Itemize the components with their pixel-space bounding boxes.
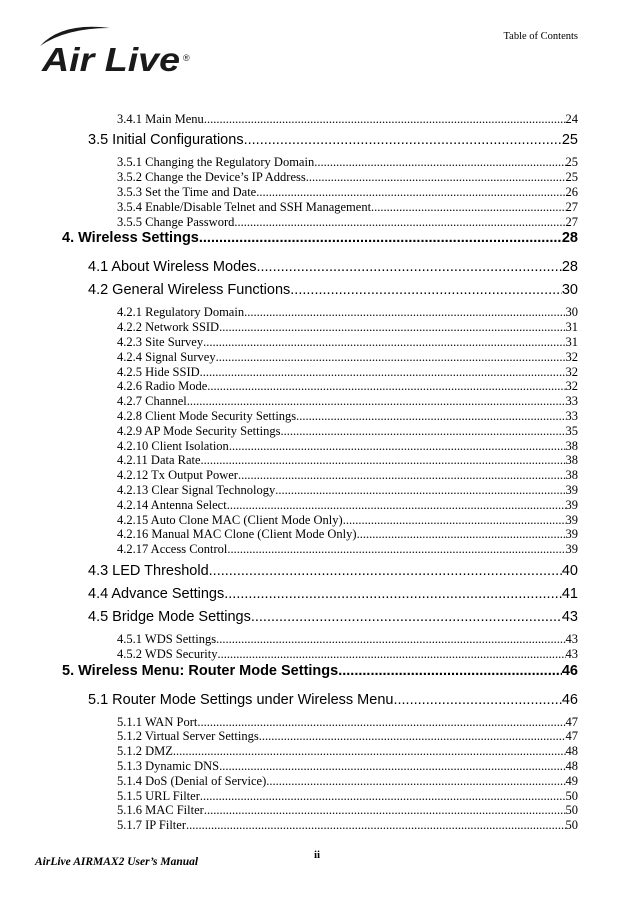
- toc-entry-label: 4.2.16 Manual MAC Clone (Client Mode Only): [117, 527, 357, 542]
- toc-entry-page-number: 31: [565, 320, 578, 335]
- toc-entry-page-number: 41: [561, 585, 578, 602]
- dot-leader: [201, 453, 566, 468]
- toc-entry-label: 4.2.8 Client Mode Security Settings: [117, 408, 297, 423]
- toc-entry-label: 4.2.13 Clear Signal Technology: [117, 482, 276, 497]
- dot-leader: [343, 513, 566, 528]
- dot-leader: [227, 542, 565, 557]
- dot-leader: [200, 365, 566, 380]
- toc-entry-page-number: 50: [565, 803, 578, 818]
- dot-leader: [256, 259, 561, 275]
- toc-entry-page-number: 48: [565, 744, 578, 759]
- toc-entry-page-number: 27: [565, 199, 578, 214]
- toc-entry-page-number: 33: [565, 408, 578, 423]
- toc-entry-label: 3.5.3 Set the Time and Date: [117, 184, 257, 199]
- dot-leader: [266, 774, 565, 789]
- toc-entry-page-number: 33: [565, 394, 578, 409]
- airlive-logo: [38, 22, 196, 78]
- toc-section-entry[interactable]: [0, 563, 578, 579]
- dot-leader: [224, 586, 562, 602]
- dot-leader: [256, 185, 565, 200]
- toc-entry-page-number: 43: [565, 646, 578, 661]
- toc-entry-label: 4.2.1 Regulatory Domain: [117, 305, 245, 320]
- toc-entry-label: 5.1.3 Dynamic DNS: [117, 758, 220, 773]
- dot-leader: [197, 715, 565, 730]
- toc-subsection-entry[interactable]: [0, 424, 578, 439]
- toc-entry-label: 4.2.2 Network SSID: [117, 320, 220, 335]
- toc-entry-label: 4. Wireless Settings: [62, 230, 199, 247]
- toc-entry-page-number: 47: [565, 729, 578, 744]
- toc-entry-page-number: 32: [565, 364, 578, 379]
- toc-entry-label: 4.2.7 Channel: [117, 394, 187, 409]
- toc-subsection-entry[interactable]: [0, 774, 578, 789]
- toc-entry-page-number: 39: [565, 482, 578, 497]
- toc-entry-label: 3.4.1 Main Menu: [117, 111, 204, 126]
- dot-leader: [204, 112, 566, 127]
- toc-entry-label: 3.5.1 Changing the Regulatory Domain: [117, 155, 315, 170]
- dot-leader: [207, 379, 565, 394]
- toc-subsection-entry[interactable]: [0, 365, 578, 380]
- toc-subsection-entry[interactable]: [0, 409, 578, 424]
- dot-leader: [244, 305, 565, 320]
- dot-leader: [216, 350, 566, 365]
- toc-subsection-entry[interactable]: [0, 715, 578, 730]
- toc-subsection-entry[interactable]: [0, 170, 578, 185]
- toc-subsection-entry[interactable]: [0, 632, 578, 647]
- toc-entry-label: 4.2.15 Auto Clone MAC (Client Mode Only): [117, 512, 343, 527]
- dot-leader: [209, 563, 562, 579]
- dot-leader: [187, 394, 566, 409]
- toc-chapter-entry[interactable]: [0, 663, 578, 679]
- toc-entry-label: 5.1 Router Mode Settings under Wireless Menu: [88, 691, 394, 708]
- dot-leader: [259, 729, 566, 744]
- running-header-title: Table of Contents: [503, 31, 578, 42]
- toc-subsection-entry[interactable]: [0, 112, 578, 127]
- toc-entry-label: 3.5.2 Change the Device’s IP Address: [117, 170, 306, 185]
- dot-leader: [306, 170, 566, 185]
- toc-entry-page-number: 38: [565, 453, 578, 468]
- toc-subsection-entry[interactable]: [0, 468, 578, 483]
- toc-subsection-entry[interactable]: [0, 453, 578, 468]
- toc-entry-page-number: 46: [561, 691, 578, 708]
- toc-subsection-entry[interactable]: [0, 200, 578, 215]
- toc-entry-label: 5.1.7 IP Filter: [117, 818, 186, 833]
- toc-entry-label: 5.1.5 URL Filter: [117, 788, 200, 803]
- toc-entry-label: 4.4 Advance Settings: [88, 585, 225, 602]
- toc-subsection-entry[interactable]: [0, 527, 578, 542]
- toc-entry-page-number: 24: [565, 111, 578, 126]
- toc-entry-page-number: 50: [565, 788, 578, 803]
- toc-entry-label: 4.5 Bridge Mode Settings: [88, 608, 251, 625]
- toc-entry-label: 3.5.4 Enable/Disable Telnet and SSH Management: [117, 199, 372, 214]
- toc-entry-label: 4.2.11 Data Rate: [117, 453, 201, 468]
- toc-subsection-entry[interactable]: [0, 379, 578, 394]
- toc-entry-label: 5.1.2 DMZ: [117, 744, 173, 759]
- toc-entry-label: 5.1.4 DoS (Denial of Service): [117, 773, 267, 788]
- table-of-contents: [0, 112, 578, 833]
- toc-entry-page-number: 43: [565, 631, 578, 646]
- toc-chapter-entry[interactable]: [0, 230, 578, 246]
- dot-leader: [244, 132, 562, 148]
- toc-subsection-entry[interactable]: [0, 350, 578, 365]
- toc-entry-label: 4.3 LED Threshold: [88, 562, 209, 579]
- toc-entry-label: 4.2.4 Signal Survey: [117, 349, 216, 364]
- dot-leader: [200, 789, 566, 804]
- toc-entry-label: 4.2.14 Antenna Select: [117, 497, 227, 512]
- toc-subsection-entry[interactable]: [0, 305, 578, 320]
- toc-entry-page-number: 48: [565, 758, 578, 773]
- toc-entry-page-number: 27: [565, 214, 578, 229]
- toc-entry-page-number: 25: [561, 132, 578, 149]
- toc-subsection-entry[interactable]: [0, 513, 578, 528]
- toc-subsection-entry[interactable]: [0, 759, 578, 774]
- toc-subsection-entry[interactable]: [0, 542, 578, 557]
- dot-leader: [251, 609, 562, 625]
- toc-entry-label: 4.2.10 Client Isolation: [117, 438, 229, 453]
- dot-leader: [357, 527, 566, 542]
- dot-leader: [296, 409, 565, 424]
- toc-entry-label: 5.1.6 MAC Filter: [117, 803, 204, 818]
- toc-subsection-entry[interactable]: [0, 439, 578, 454]
- toc-section-entry[interactable]: [0, 132, 578, 148]
- toc-entry-label: 4.2 General Wireless Functions: [88, 282, 291, 299]
- toc-subsection-entry[interactable]: [0, 185, 578, 200]
- toc-section-entry[interactable]: [0, 282, 578, 298]
- toc-entry-page-number: 39: [565, 527, 578, 542]
- toc-entry-page-number: 47: [565, 714, 578, 729]
- toc-entry-page-number: 38: [565, 438, 578, 453]
- dot-leader: [338, 663, 562, 679]
- dot-leader: [290, 282, 562, 298]
- toc-entry-page-number: 25: [565, 170, 578, 185]
- toc-entry-page-number: 43: [561, 608, 578, 625]
- toc-subsection-entry[interactable]: [0, 818, 578, 833]
- toc-entry-label: 4.5.2 WDS Security: [117, 646, 218, 661]
- toc-subsection-entry[interactable]: [0, 155, 578, 170]
- toc-section-entry[interactable]: [0, 259, 578, 275]
- dot-leader: [216, 632, 565, 647]
- toc-entry-page-number: 38: [565, 468, 578, 483]
- toc-entry-label: 4.2.3 Site Survey: [117, 334, 204, 349]
- toc-entry-label: 4.2.9 AP Mode Security Settings: [117, 423, 281, 438]
- toc-entry-label: 4.2.6 Radio Mode: [117, 379, 208, 394]
- toc-entry-page-number: 39: [565, 542, 578, 557]
- toc-subsection-entry[interactable]: [0, 483, 578, 498]
- toc-entry-page-number: 30: [565, 305, 578, 320]
- toc-entry-label: 4.2.12 Tx Output Power: [117, 468, 238, 483]
- dot-leader: [217, 647, 565, 662]
- dot-leader: [204, 803, 566, 818]
- toc-subsection-entry[interactable]: [0, 744, 578, 759]
- dot-leader: [280, 424, 565, 439]
- dot-leader: [203, 335, 565, 350]
- dot-leader: [199, 230, 562, 246]
- dot-leader: [227, 498, 566, 513]
- toc-entry-page-number: 26: [565, 184, 578, 199]
- logo-wordmark: Air Live: [40, 41, 180, 78]
- dot-leader: [219, 320, 565, 335]
- toc-entry-page-number: 49: [565, 773, 578, 788]
- dot-leader: [229, 439, 566, 454]
- toc-section-entry[interactable]: [0, 609, 578, 625]
- toc-subsection-entry[interactable]: [0, 729, 578, 744]
- toc-entry-label: 4.5.1 WDS Settings: [117, 631, 217, 646]
- toc-entry-label: 3.5.5 Change Password: [117, 214, 235, 229]
- toc-entry-page-number: 28: [561, 230, 578, 247]
- dot-leader: [173, 744, 566, 759]
- toc-entry-page-number: 25: [565, 155, 578, 170]
- dot-leader: [371, 200, 565, 215]
- toc-entry-label: 5. Wireless Menu: Router Mode Settings: [62, 662, 339, 679]
- toc-subsection-entry[interactable]: [0, 498, 578, 513]
- toc-subsection-entry[interactable]: [0, 789, 578, 804]
- toc-entry-page-number: 31: [565, 334, 578, 349]
- toc-subsection-entry[interactable]: [0, 215, 578, 230]
- logo-registered-mark: ®: [183, 53, 190, 63]
- toc-entry-page-number: 30: [561, 282, 578, 299]
- toc-section-entry[interactable]: [0, 692, 578, 708]
- toc-entry-label: 3.5 Initial Configurations: [88, 132, 244, 149]
- dot-leader: [234, 215, 565, 230]
- toc-entry-label: 4.2.17 Access Control: [117, 542, 228, 557]
- toc-entry-page-number: 32: [565, 349, 578, 364]
- toc-subsection-entry[interactable]: [0, 803, 578, 818]
- toc-subsection-entry[interactable]: [0, 320, 578, 335]
- dot-leader: [314, 155, 565, 170]
- toc-entry-page-number: 40: [561, 562, 578, 579]
- toc-section-entry[interactable]: [0, 586, 578, 602]
- footer-manual-title: AirLive AIRMAX2 User’s Manual: [35, 856, 199, 868]
- toc-subsection-entry[interactable]: [0, 335, 578, 350]
- dot-leader: [186, 818, 566, 833]
- dot-leader: [275, 483, 565, 498]
- footer-page-number: ii: [313, 849, 321, 861]
- toc-entry-page-number: 46: [561, 662, 578, 679]
- dot-leader: [238, 468, 566, 483]
- toc-subsection-entry[interactable]: [0, 647, 578, 662]
- toc-entry-label: 4.2.5 Hide SSID: [117, 364, 200, 379]
- toc-entry-page-number: 50: [565, 818, 578, 833]
- toc-entry-page-number: 28: [561, 259, 578, 276]
- toc-entry-page-number: 39: [565, 497, 578, 512]
- toc-entry-label: 5.1.1 WAN Port: [117, 714, 198, 729]
- toc-entry-page-number: 39: [565, 512, 578, 527]
- toc-entry-page-number: 32: [565, 379, 578, 394]
- toc-entry-page-number: 35: [565, 423, 578, 438]
- toc-subsection-entry[interactable]: [0, 394, 578, 409]
- dot-leader: [393, 692, 561, 708]
- toc-entry-label: 4.1 About Wireless Modes: [88, 259, 257, 276]
- dot-leader: [219, 759, 565, 774]
- toc-entry-label: 5.1.2 Virtual Server Settings: [117, 729, 259, 744]
